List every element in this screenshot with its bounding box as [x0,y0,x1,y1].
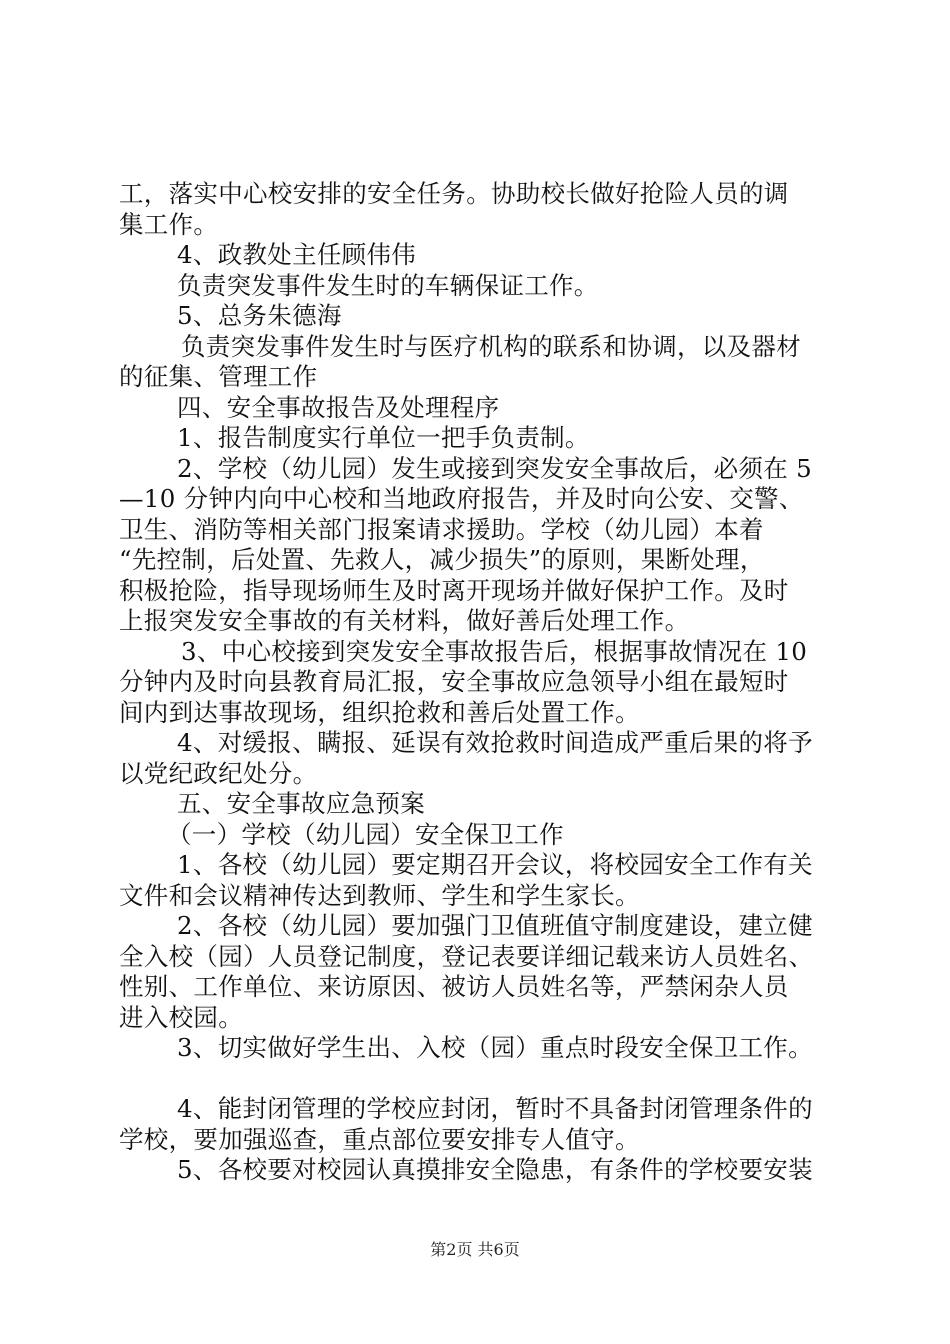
text-line: 4、对缓报、瞒报、延误有效抢救时间造成严重后果的将予 [177,728,813,757]
text-line: 工，落实中心校安排的安全任务。协助校长做好抢险人员的调 [119,179,789,208]
text-line: 积极抢险，指导现场师生及时离开现场并做好保护工作。及时 [119,576,789,605]
text-line: 全入校（园）人员登记制度，登记表要详细记载来访人员姓名、 [119,942,814,971]
text-line: —10 分钟内向中心校和当地政府报告，并及时向公安、交警、 [119,484,804,513]
page-number: 第2页 共6页 [430,1240,520,1259]
text-line: 3、切实做好学生出、入校（园）重点时段安全保卫工作。 [177,1033,813,1062]
subsection-heading: （一）学校（幼儿园）安全保卫工作 [167,820,564,849]
text-line: 负责突发事件发生时的车辆保证工作。 [177,271,599,300]
text-line: 3、中心校接到突发安全事故报告后，根据事故情况在 10 [181,637,808,666]
text-line: 以党纪政纪处分。 [119,759,318,788]
text-line: 负责突发事件发生时与医疗机构的联系和协调，以及器材 [181,332,801,361]
text-line: 2、各校（幼儿园）要加强门卫值班值守制度建设，建立健 [177,911,813,940]
text-line: 4、政教处主任顾伟伟 [177,240,417,269]
section-heading: 四、安全事故报告及处理程序 [177,393,500,422]
text-line: 性别、工作单位、来访原因、被访人员姓名等，严禁闲杂人员 [119,972,789,1001]
text-line: 5、总务朱德海 [177,301,342,330]
text-line: 进入校园。 [119,1003,243,1032]
text-line: 学校，要加强巡查，重点部位要安排专人值守。 [119,1125,640,1154]
text-line: 分钟内及时向县教育局汇报，安全事故应急领导小组在最短时 [119,667,789,696]
text-line: 1、报告制度实行单位一把手负责制。 [177,423,590,452]
text-line: 间内到达事故现场，组织抢救和善后处置工作。 [119,698,640,727]
text-line: “先控制，后处置、先救人，减少损失”的原则，果断处理， [119,545,765,574]
section-heading: 五、安全事故应急预案 [177,789,425,818]
text-line: 文件和会议精神传达到教师、学生和学生家长。 [119,881,640,910]
text-line: 集工作。 [119,210,219,239]
text-line: 4、能封闭管理的学校应封闭，暂时不具备封闭管理条件的 [177,1094,813,1123]
text-line: 2、学校（幼儿园）发生或接到突发安全事故后，必须在 5 [177,454,813,483]
text-line: 卫生、消防等相关部门报案请求援助。学校（幼儿园）本着 [119,515,764,544]
text-line: 1、各校（幼儿园）要定期召开会议，将校园安全工作有关 [177,850,813,879]
text-line: 上报突发安全事故的有关材料，做好善后处理工作。 [119,606,690,635]
text-line: 5、各校要对校园认真摸排安全隐患，有条件的学校要安装 [177,1155,813,1184]
text-line: 的征集、管理工作 [119,362,318,391]
